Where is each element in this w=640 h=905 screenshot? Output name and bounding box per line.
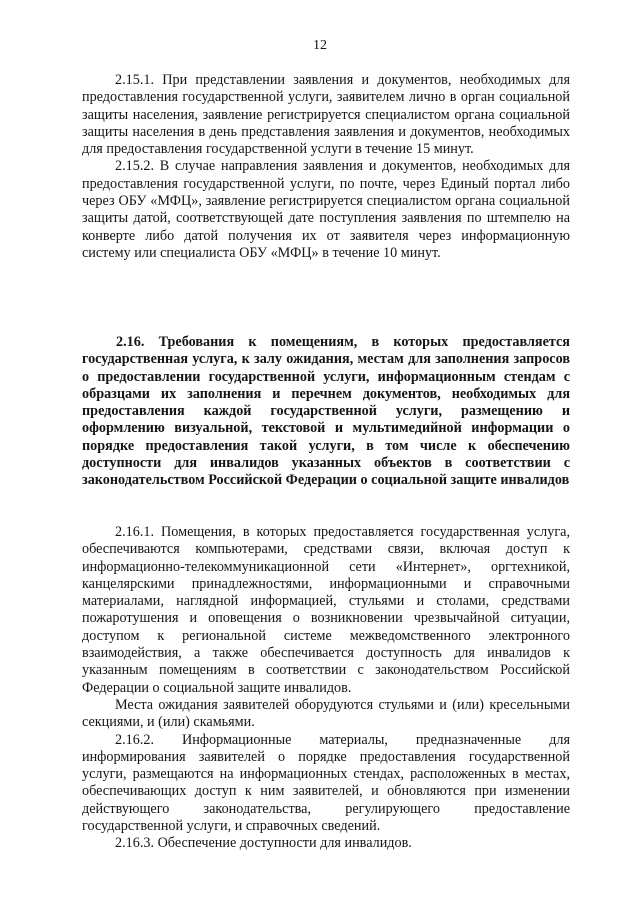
section-2-15	[82, 72, 570, 262]
paragraph-2-16-2: 2.16.2. Информационные материалы, предназначенные для информирования заявителей о порядке предоставления государственной услуги, размещаются на информационных стендах, расположенных в местах, обеспечивающих доступ к ним заявителей, и обновляются при изменении действующего законодательства, регулирующего предоставление государственной услуги, и справочных сведений.	[82, 731, 570, 835]
paragraph-2-16-1: 2.16.1. Помещения, в которых предоставляется государственная услуга, обеспечиваются компьютерами, средствами связи, включая доступ к информационно-телекоммуникационной сети «Интернет», оргтехникой, канцелярскими принадлежностями, информационными и справочными материалами, наглядной информацией, стульями и столами, средствами пожаротушения и оповещения о возникновении чрезвычайной ситуации, доступом к региональной системе межведомственного электронного взаимодействия, а также обеспечивается доступность для инвалидов к указанным помещениям в соответствии с законодательством Российской Федерации о социальной защите инвалидов.	[82, 524, 570, 696]
paragraph-2-15-2: 2.15.2. В случае направления заявления и документов, необходимых для предоставления государственной услуги, по почте, через Единый портал либо через ОБУ «МФЦ», заявление регистрируется специалистом органа социальной защиты датой, соответствующей дате поступления заявления по штемпелю на конверте либо датой получения их от заявителя через информационную систему или специалиста ОБУ «МФЦ» в течение 10 минут.	[82, 158, 570, 261]
paragraph-waiting-areas: Места ожидания заявителей оборудуются стульями и (или) кресельными секциями, и (или) скамьями.	[82, 696, 570, 731]
section-2-16-heading-block	[82, 334, 570, 490]
page-number: 12	[313, 38, 327, 53]
section-2-16-heading: 2.16. Требования к помещениям, в которых предоставляется государственная услуга, к залу ожидания, местам для заполнения запросов о предоставлении государственной услуги, информационным стендам с образцами их заполнения и перечнем документов, необходимых для предоставления каждой государственной услуги, размещению и оформлению визуальной, текстовой и мультимедийной информации о порядке предоставления такой услуги, в том числе к обеспечению доступности для инвалидов указанных объектов в соответствии с законодательством Российской Федерации о социальной защите инвалидов	[82, 334, 570, 489]
section-2-16-body	[82, 524, 570, 853]
paragraph-2-16-3: 2.16.3. Обеспечение доступности для инвалидов.	[115, 835, 412, 852]
paragraph-2-15-1: 2.15.1. При представлении заявления и документов, необходимых для предоставления государственной услуги, заявителем лично в орган социальной защиты населения, заявление регистрируется специалистом органа социальной защиты населения в день представления заявления и документов, необходимых для предоставления государственной услуги в течение 15 минут.	[82, 72, 570, 158]
